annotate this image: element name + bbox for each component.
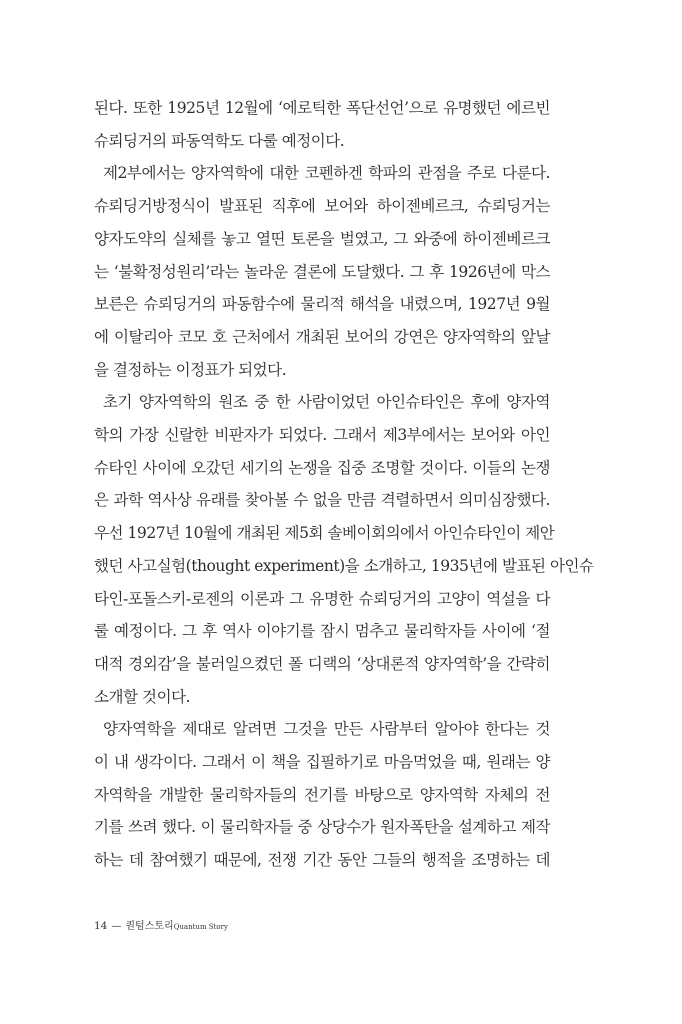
text-line: 슈타인 사이에 오갔던 세기의 논쟁을 집중 조명할 것이다. 이들의 논쟁 <box>94 458 550 477</box>
page-footer <box>94 917 228 932</box>
text-line: 은 과학 역사상 유래를 찾아볼 수 없을 만큼 격렬하면서 의미심장했다. <box>94 491 550 510</box>
text-line: 자역학을 개발한 물리학자들의 전기를 바탕으로 양자역학 자체의 전 <box>94 785 550 804</box>
text-line: 양자도약의 실체를 놓고 열띤 토론을 벌였고, 그 와중에 하이젠베르크 <box>94 229 550 248</box>
text-line: 된다. 또한 1925년 12월에 ‘에로틱한 폭단선언’으로 유명했던 에르빈 <box>94 99 550 117</box>
paragraph-first-line: 초기 양자역학의 원조 중 한 사람이었던 아인슈타인은 후에 양자역 <box>103 393 550 412</box>
text-line: 학의 가장 신랄한 비판자가 되었다. 그래서 제3부에서는 보어와 아인 <box>94 426 550 445</box>
text-line: 슈뢰딩거의 파동역학도 다룰 예정이다. <box>94 131 345 150</box>
text-line: 을 결정하는 이정표가 되었다. <box>94 360 287 379</box>
text-line: 대적 경외감’을 불러일으켰던 폴 디랙의 ‘상대론적 양자역학’을 간략히 <box>94 654 550 673</box>
text-line: 우선 1927년 10월에 개최된 제5회 솔베이회의에서 아인슈타인이 제안 <box>94 524 555 543</box>
text-line: 소개할 것이다. <box>94 687 191 706</box>
text-line: 이 내 생각이다. 그래서 이 책을 집필하기로 마음먹었을 때, 원래는 양 <box>94 753 550 772</box>
text-line: 에 이탈리아 코모 호 근처에서 개최된 보어의 강연은 양자역학의 앞날 <box>94 327 550 346</box>
text-line: 는 ‘불확정성원리’라는 놀라운 결론에 도달했다. 그 후 1926년에 막스 <box>94 262 550 281</box>
text-line: 기를 쓰려 했다. 이 물리학자들 중 상당수가 원자폭탄을 설계하고 제작 <box>94 818 550 837</box>
footer-separator: — <box>111 921 122 932</box>
text-line: 룰 예정이다. 그 후 역사 이야기를 잠시 멈추고 물리학자들 사이에 ‘절 <box>94 622 550 641</box>
text-line: 슈뢰딩거방정식이 발표된 직후에 보어와 하이젠베르크, 슈뢰딩거는 <box>94 197 550 216</box>
book-title-korean: 퀀텀스토리 <box>125 921 174 932</box>
text-line: 하는 데 참여했기 때문에, 전쟁 기간 동안 그들의 행적을 조명하는 데 <box>94 851 550 870</box>
paragraph-first-line: 제2부에서는 양자역학에 대한 코펜하겐 학파의 관점을 주로 다룬다. <box>103 164 550 183</box>
paragraph-first-line: 양자역학을 제대로 알려면 그것을 만든 사람부터 알아야 한다는 것 <box>103 720 550 739</box>
text-line: 보른은 슈뢰딩거의 파동함수에 물리적 해석을 내렸으며, 1927년 9월 <box>94 295 550 314</box>
book-title-english: Quantum Story <box>173 923 228 931</box>
page-number: 14 <box>94 920 108 932</box>
text-line: 타인-포돌스키-로젠의 이론과 그 유명한 슈뢰딩거의 고양이 역설을 다 <box>94 589 550 608</box>
text-line: 했던 사고실험(thought experiment)을 소개하고, 1935년에 발표된 아인슈 <box>94 556 594 575</box>
body-text <box>94 92 594 877</box>
